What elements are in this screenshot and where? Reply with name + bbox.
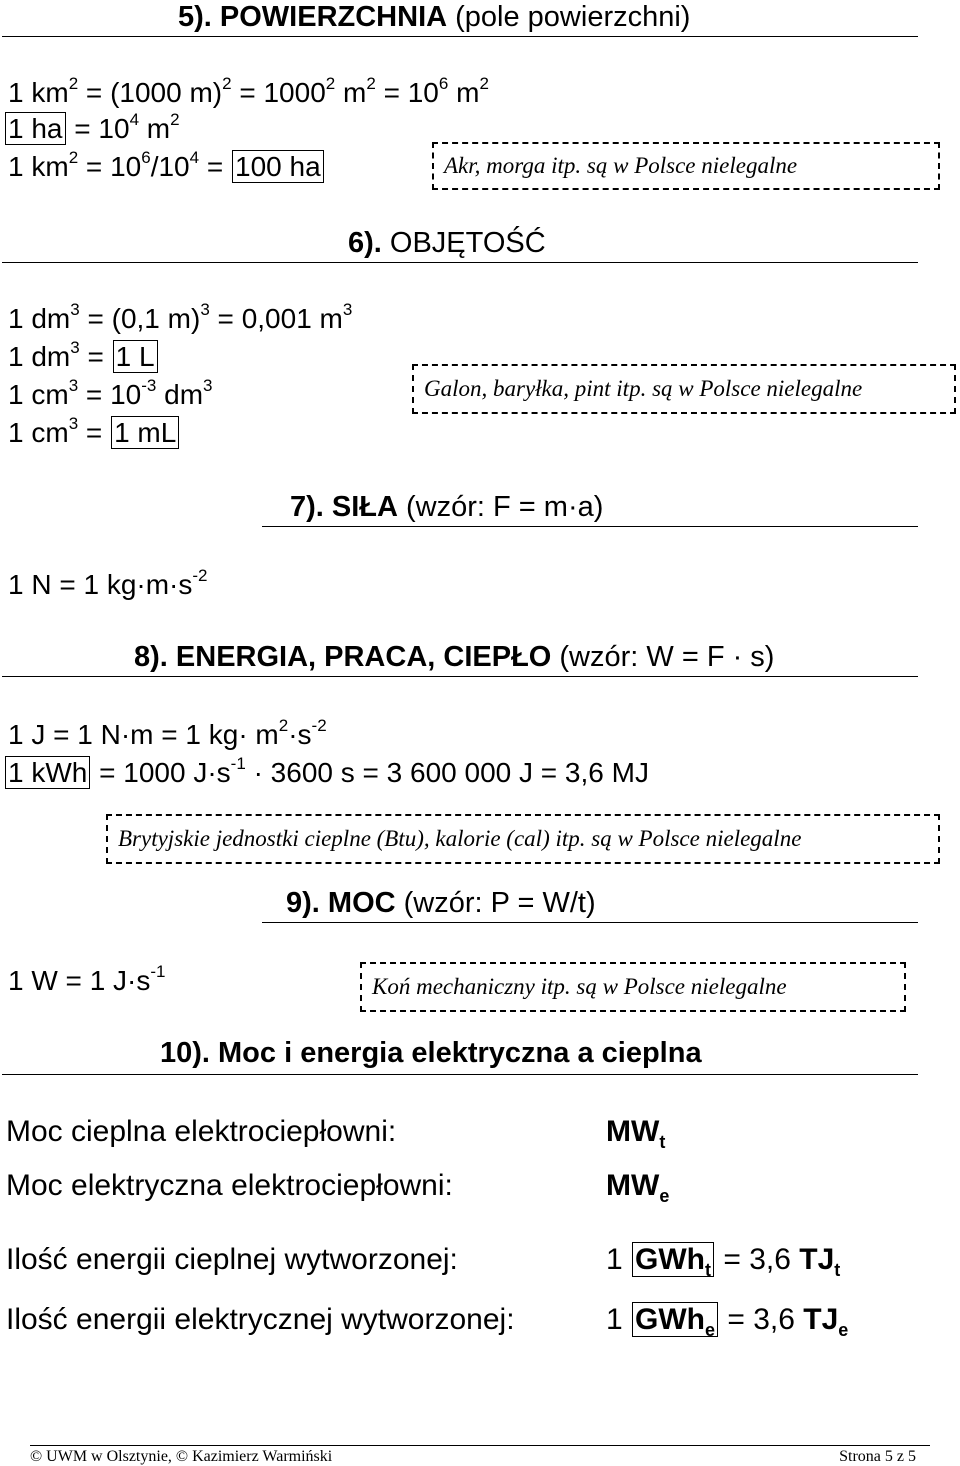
footer-copyright: © UWM w Olsztynie, © Kazimierz Warmiński: [30, 1448, 333, 1465]
section-5-heading: [178, 0, 690, 34]
volume-line-3: [8, 375, 213, 412]
r2-sub: e: [659, 1186, 670, 1206]
area-ha-box: 1 ha: [5, 112, 66, 145]
energy-l1-b: ·s: [288, 719, 312, 750]
power-line: [8, 961, 166, 998]
vol-1L-box: 1 L: [113, 340, 158, 373]
vol-l4-b: =: [78, 417, 111, 448]
area-l2-b: m: [139, 113, 171, 144]
area-l1-g: m: [448, 77, 480, 108]
area-line-3: [8, 147, 325, 184]
note-power: [360, 962, 906, 1012]
section-9-formula: (wzór: P = W/t): [395, 887, 596, 919]
section-8-title: ENERGIA, PRACA, CIEPŁO: [175, 641, 552, 673]
area-l1-exp6: 2: [479, 73, 489, 93]
area-100ha-box: 100 ha: [232, 150, 324, 183]
area-l1-exp1: 2: [68, 73, 79, 93]
power-exp1: -1: [150, 961, 166, 981]
r4-sub2: e: [838, 1320, 849, 1340]
section-7-heading: [290, 490, 603, 524]
section-6-number: 6).: [348, 227, 382, 259]
area-l3-c: /10: [150, 151, 190, 182]
section-7-rule: [262, 526, 918, 527]
volume-line-4: [8, 413, 180, 450]
vol-l3-exp2: -3: [141, 375, 157, 395]
energy-l2-b: · 3600 s = 3 600 000 J = 3,6 MJ: [245, 757, 649, 788]
vol-l3-exp3: 3: [203, 375, 213, 395]
section-5-number: 5).: [178, 1, 212, 33]
vol-l1-exp3: 3: [342, 299, 353, 319]
section-9-title: MOC: [327, 887, 396, 919]
section-5-suffix: (pole powierzchni): [447, 1, 691, 33]
r3-sub2: t: [834, 1260, 841, 1280]
vol-l4-a: 1 cm: [8, 417, 69, 448]
energy-l2-exp1: -1: [230, 753, 246, 773]
footer-page-number: Strona 5 z 5: [839, 1448, 916, 1465]
vol-l1-a: 1 dm: [8, 303, 71, 334]
note-volume-text: Galon, baryłka, pint itp. są w Polsce nielegalne: [424, 376, 863, 401]
r4-unit2: TJ: [803, 1303, 839, 1336]
vol-l2-b: =: [79, 341, 112, 372]
vol-l1-c: = 0,001 m: [209, 303, 343, 334]
section-6-title: OBJĘTOŚĆ: [389, 227, 546, 259]
area-l1-exp3: 2: [325, 73, 336, 93]
table-row-3-label: Ilość energii cieplnej wytworzonej:: [6, 1243, 458, 1276]
note-area-text: Akr, morga itp. są w Polsce nielegalne: [444, 153, 798, 178]
force-exp1: -2: [192, 565, 208, 585]
page-footer: [30, 1445, 930, 1466]
vol-l3-a: 1 cm: [8, 379, 69, 410]
section-8-formula: (wzór: W = F · s): [551, 641, 775, 673]
table-row-1-unit: [606, 1114, 665, 1150]
r3-unit: GWh: [635, 1243, 706, 1276]
area-l1-a: 1 km: [8, 77, 69, 108]
vol-l3-c: dm: [156, 379, 204, 410]
section-8-heading: [134, 640, 774, 674]
r1-unit: MW: [606, 1115, 660, 1148]
area-l1-b: = (1000 m): [78, 77, 223, 108]
volume-line-1: [8, 299, 353, 336]
section-9-number: 9).: [286, 887, 320, 919]
force-a: 1 N = 1 kg·m·s: [8, 569, 193, 600]
r4-pre: 1: [606, 1303, 632, 1336]
area-l3-d: =: [199, 151, 232, 182]
r3-mid: = 3,6: [715, 1243, 800, 1276]
energy-line-1: [8, 715, 327, 752]
energy-line-2: [4, 753, 649, 790]
note-power-text: Koń mechaniczny itp. są w Polsce nielegalne: [372, 974, 787, 999]
table-row-2-label: Moc elektryczna elektrociepłowni:: [6, 1169, 453, 1202]
section-8-number: 8).: [134, 641, 168, 673]
area-l3-exp2: 6: [141, 147, 151, 167]
section-9-rule: [262, 922, 918, 923]
table-row-4-value: [606, 1302, 848, 1338]
r4-unit: GWh: [635, 1303, 706, 1336]
area-l1-f: = 10: [375, 77, 439, 108]
section-7-title: SIŁA: [331, 491, 398, 523]
energy-l1-exp2: -2: [311, 715, 327, 735]
area-l2-exp1: 4: [129, 109, 140, 129]
note-volume: [412, 364, 956, 414]
section-7-number: 7).: [290, 491, 324, 523]
table-row-1-label: Moc cieplna elektrociepłowni:: [6, 1115, 397, 1148]
r3-pre: 1: [606, 1243, 632, 1276]
area-line-2: [4, 109, 180, 146]
section-6-rule: [2, 262, 918, 263]
energy-l1-exp1: 2: [278, 715, 289, 735]
section-7-formula: (wzór: F = m·a): [397, 491, 604, 523]
force-line: [8, 565, 208, 602]
area-l1-exp2: 2: [222, 73, 232, 93]
vol-l1-exp1: 3: [70, 299, 80, 319]
power-a: 1 W = 1 J·s: [8, 965, 151, 996]
energy-l1-a: 1 J = 1 N·m = 1 kg· m: [8, 719, 279, 750]
section-10-rule: [2, 1074, 918, 1075]
note-area: [432, 142, 940, 190]
area-l1-exp5: 6: [438, 73, 449, 93]
area-l3-b: = 10: [78, 151, 142, 182]
area-l3-a: 1 km: [8, 151, 69, 182]
energy-l2-a: = 1000 J·s: [91, 757, 231, 788]
r2-unit: MW: [606, 1169, 660, 1202]
energy-kwh-box: 1 kWh: [5, 756, 90, 789]
volume-line-2: [8, 337, 159, 374]
r3-unit2: TJ: [799, 1243, 835, 1276]
section-10-heading: [160, 1036, 702, 1070]
note-energy-text: Brytyjskie jednostki cieplne (Btu), kalorie (cal) itp. są w Polsce nielegalne: [118, 826, 802, 851]
section-9-heading: [286, 886, 596, 920]
section-5-title: POWIERZCHNIA: [219, 1, 448, 33]
table-row-3-value: [606, 1242, 840, 1278]
section-10-title: 10). Moc i energia elektryczna a cieplna: [160, 1037, 702, 1069]
vol-l4-exp1: 3: [68, 413, 79, 433]
area-l3-exp1: 2: [68, 147, 79, 167]
table-row-4-label: Ilość energii elektrycznej wytworzonej:: [6, 1303, 515, 1336]
vol-l2-exp1: 3: [70, 337, 80, 357]
table-row-2-unit: [606, 1168, 669, 1204]
vol-l3-exp1: 3: [68, 375, 79, 395]
r1-sub: t: [659, 1132, 666, 1152]
r3-gwh-box: [632, 1242, 714, 1280]
vol-1mL-box: 1 mL: [111, 416, 179, 449]
r3-sub: t: [705, 1260, 712, 1280]
r4-mid: = 3,6: [719, 1303, 804, 1336]
r4-gwh-box: [632, 1302, 718, 1340]
area-l3-exp3: 4: [189, 147, 200, 167]
area-line-1: [8, 73, 489, 110]
vol-l1-b: = (0,1 m): [79, 303, 201, 334]
vol-l1-exp2: 3: [200, 299, 210, 319]
area-l2-exp2: 2: [170, 109, 180, 129]
r4-sub: e: [705, 1320, 716, 1340]
section-8-rule: [2, 676, 918, 677]
section-5-rule: [2, 36, 918, 37]
area-l1-exp4: 2: [366, 73, 376, 93]
vol-l2-a: 1 dm: [8, 341, 71, 372]
area-l1-c: = 1000: [231, 77, 326, 108]
area-l1-d: m: [335, 77, 367, 108]
section-6-heading: [348, 226, 546, 260]
note-energy: [106, 814, 940, 864]
vol-l3-b: = 10: [78, 379, 142, 410]
area-l2-a: = 10: [66, 113, 130, 144]
